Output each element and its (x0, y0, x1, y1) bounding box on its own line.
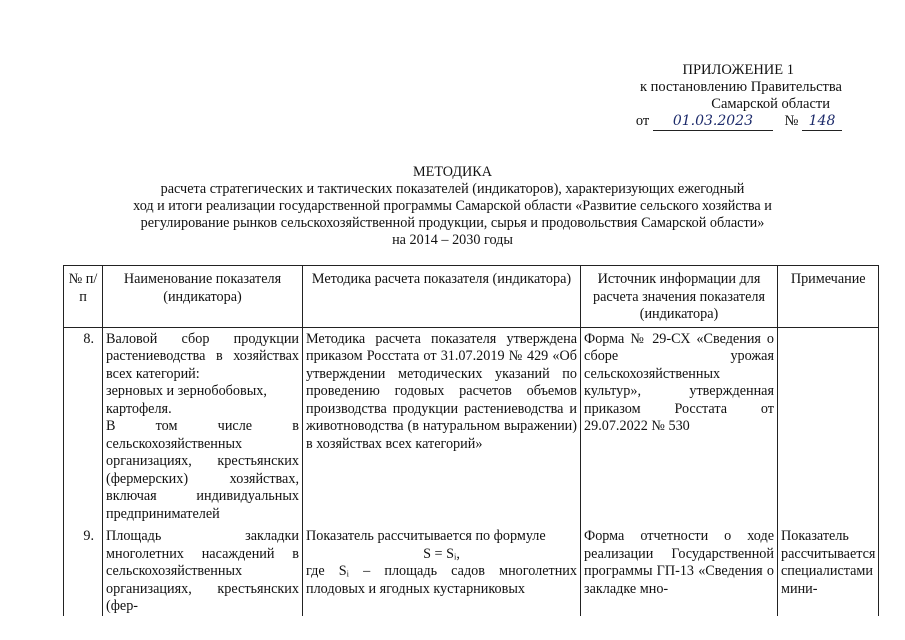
subtitle-line: регулирование рынков сельскохозяйственной продукции, сырья и продовольствия Самарской области» (140, 215, 765, 231)
header-source: Источник информации для расчета значения показателя (индикатора) (581, 266, 778, 328)
method-text-2: где Sᵢ – площадь садов многолетних плодовых и ягодных кустарниковых (306, 563, 577, 597)
table-row (64, 523, 879, 616)
method-formula: S = Sᵢ, (423, 545, 460, 562)
appendix-block (636, 62, 842, 131)
appendix-line-1: к постановлению Правительства (640, 79, 842, 95)
row-name: Площадь закладки многолетних насаждений в сельскохозяйственных организациях, крестьянских (фер- (103, 523, 303, 616)
subtitle-line: расчета стратегических и тактических показателей (индикаторов), характеризующих ежегодный (160, 181, 745, 197)
row-source: Форма № 29-СХ «Сведения о сборе урожая сельскохозяйственных культур», утвержденная приказом Росстата от 29.07.2022 № 530 (581, 327, 778, 523)
methodology-table (63, 265, 879, 616)
appendix-date-line (636, 113, 842, 131)
table-header-row (64, 266, 879, 328)
row-name (103, 327, 303, 523)
header-num: № п/п (64, 266, 103, 328)
row-source: Форма отчетности о ходе реализации Государственной программы ГП-13 «Сведения о закладке мно- (581, 523, 778, 616)
subtitle-line: ход и итоги реализации государственной программы Самарской области «Развитие сельского хозяйства и (133, 198, 772, 214)
subtitle-line: на 2014 – 2030 годы (392, 232, 513, 248)
number-prefix: № (784, 113, 799, 129)
date-prefix: от (635, 113, 650, 129)
row-note (778, 327, 879, 523)
appendix-title: ПРИЛОЖЕНИЕ 1 (682, 62, 794, 78)
row-name-text-2: зерновых и зернобобовых, картофеля. (106, 383, 267, 417)
table-row (64, 327, 879, 523)
header-name: Наименование показателя (индикатора) (103, 266, 303, 328)
method-text: Показатель рассчитывается по формуле (306, 528, 546, 544)
row-method (303, 523, 581, 616)
document-subtitle (0, 181, 905, 249)
row-method: Методика расчета показателя утверждена приказом Росстата от 31.07.2019 № 429 «Об утверждении методических указаний по проведению годовых расчетов объемов производства продукции растениеводства и животноводства (в натуральном выражении) в хозяйствах всех категорий» (303, 327, 581, 523)
row-number: 8. (64, 327, 103, 523)
row-name-text-3: В том числе в сельскохозяйственных организациях, крестьянских (фермерских) хозяйствах, включая индивидуальных предпринимателей (106, 418, 299, 522)
date-value: 01.03.2023 (653, 113, 773, 131)
document-title: МЕТОДИКА (413, 164, 492, 180)
number-value: 148 (802, 113, 842, 131)
header-method: Методика расчета показателя (индикатора) (303, 266, 581, 328)
appendix-line-2: Самарской области (711, 96, 830, 112)
row-name-text: Валовой сбор продукции растениеводства в хозяйствах всех категорий: (106, 330, 299, 382)
row-note: Показатель рассчитывается специалистами мини- (778, 523, 879, 616)
row-number: 9. (64, 523, 103, 616)
header-note: Примечание (778, 266, 879, 328)
